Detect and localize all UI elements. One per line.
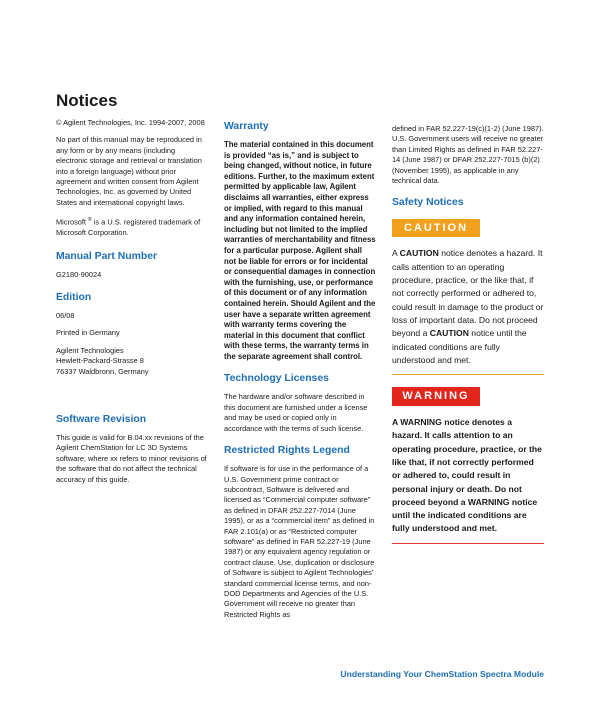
warranty-text: The material contained in this document is provided “as is,” and is subject to being changed, without notice, in future editions. Further, to the maximum extent permitted by applicable law, Agilent disclaims all warranties, either express or implied, with regard to this manual and any information contained herein, including but not limited to the implied warranties of merchantability and fitness for a particular purpose. Agilent shall not be liable for errors or for incidental or consequential damages in connection with the furnishing, use, or performance of this document or of any information contained herein. Should Agilent and the user have a separate written agreement with warranty terms covering the material in this document that conflict with these terms, the warranty terms in the separate agreement shall control. bbox=[224, 140, 376, 361]
safety-notices-heading: Safety Notices bbox=[392, 197, 464, 209]
address-line: 76337 Waldbronn, Germany bbox=[56, 366, 149, 376]
address-line: Agilent Technologies bbox=[56, 345, 124, 355]
technology-licenses-heading: Technology Licenses bbox=[224, 373, 329, 385]
column-left bbox=[56, 118, 208, 492]
caution-e: notice until the indicated conditions are fully understood and met. bbox=[392, 328, 527, 365]
trademark-text bbox=[56, 215, 208, 238]
manual-part-heading: Manual Part Number bbox=[56, 250, 158, 262]
caution-a: A bbox=[392, 248, 400, 259]
manual-part-number: G2180-90024 bbox=[56, 269, 102, 279]
warning-text: A WARNING notice denotes a hazard. It calls attention to an operating procedure, practice, or the like that, if not correctly performed or adhered to, could result in personal injury or death. Do not proceed beyond a WARNING notice until the indicated conditions are fully understood and met. bbox=[392, 417, 542, 534]
caution-word: CAUTION bbox=[429, 328, 469, 339]
technology-licenses-text: The hardware and/or software described in this document are furnished under a license and may be used or copied only in accordance with the terms of such license. bbox=[224, 392, 368, 433]
ms-suffix: is a U.S. registered trademark of Microsoft Corporation. bbox=[56, 217, 201, 238]
caution-word: CAUTION bbox=[399, 248, 439, 259]
warning-label: WARNING bbox=[392, 387, 480, 406]
page-title: Notices bbox=[56, 91, 118, 110]
printed-text: Printed in Germany bbox=[56, 328, 120, 338]
column-right bbox=[392, 124, 544, 544]
address-line: Hewlett-Packard-Strasse 8 bbox=[56, 356, 144, 366]
edition-heading: Edition bbox=[56, 291, 92, 303]
address-block bbox=[56, 346, 208, 377]
restricted-rights-text: If software is for use in the performance of a U.S. Government prime contract or subcontract, Software is delivered and licensed as “Commercial computer software” as defined in DFAR 252.227-7014 (June 1995), or as a “commercial item” as defined in FAR 2.101(a) or as “Restricted computer software” as defined in FAR 52.227-19 (June 1987) or any equivalent agency regulation or contract clause. Use, duplication or disclosure of Software is subject to Agilent Technologies’ standard commercial license terms, and non-DOD Departments and Agencies of the U.S. Government will receive no greater than Restricted Rights as bbox=[224, 464, 375, 619]
footer-title: Understanding Your ChemStation Spectra Module bbox=[340, 669, 544, 679]
copyright-text: © Agilent Technologies, Inc. 1994-2007, 2008 bbox=[56, 118, 205, 127]
software-revision-text: This guide is valid for B.04.xx revisions of the Agilent ChemStation for LC 3D Systems software, where xx refers to minor revisions of the software that do not affect the technical accuracy of this guide. bbox=[56, 432, 207, 484]
caution-divider bbox=[392, 374, 544, 375]
restricted-rights-heading: Restricted Rights Legend bbox=[224, 445, 350, 457]
edition-date: 06/08 bbox=[56, 310, 75, 320]
software-revision-heading: Software Revision bbox=[56, 413, 147, 425]
caution-label: CAUTION bbox=[392, 219, 480, 237]
column-middle bbox=[224, 120, 376, 627]
ms-prefix: Microsoft bbox=[56, 217, 86, 227]
rights-text: No part of this manual may be reproduced in any form or by any means (including electronic storage and retrieval or translation into a foreign language) without prior agreement and written consent from Agilent Technologies, Inc. as governed by United States and international copyright laws. bbox=[56, 135, 202, 207]
restricted-rights-continued: defined in FAR 52.227-19(c)(1-2) (June 1987). U.S. Government users will receive no greater than Limited Rights as defined in FAR 52.227-14 (June 1987) or DFAR 252.227-7015 (b)(2) (November 1995), as applicable in any technical data. bbox=[392, 124, 544, 186]
caution-text bbox=[392, 247, 544, 367]
registered-mark: ® bbox=[88, 217, 92, 224]
warning-divider bbox=[392, 543, 544, 544]
caution-c: notice denotes a hazard. It calls attention to an operating procedure, practice, or the like that, if not correctly performed or adhered to, could result in damage to the product or loss of important data. Do not proceed beyond a bbox=[392, 248, 544, 339]
warranty-heading: Warranty bbox=[224, 121, 269, 132]
